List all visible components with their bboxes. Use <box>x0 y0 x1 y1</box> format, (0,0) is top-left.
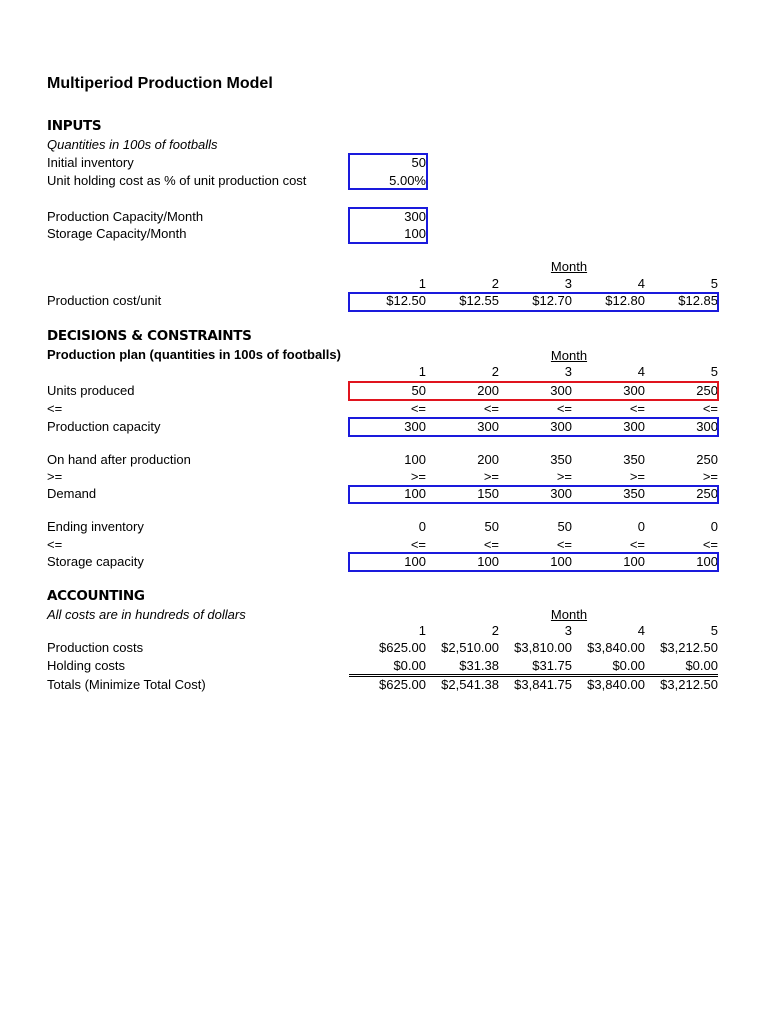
month-2-header: 2 <box>491 364 499 379</box>
constraint-sign: <= <box>629 401 645 416</box>
demand-cell[interactable]: 300 <box>550 486 572 501</box>
month-2-header: 2 <box>491 623 499 638</box>
month-1-header: 1 <box>418 276 426 291</box>
storage-capacity-label: Storage Capacity/Month <box>47 226 187 241</box>
totals-cell[interactable]: $625.00 <box>379 677 426 692</box>
month-header: Month <box>550 348 588 363</box>
constraint-sign: <= <box>483 401 499 416</box>
totals-cell[interactable]: $2,541.38 <box>441 677 499 692</box>
constraint-sign-label: <= <box>47 537 63 552</box>
storage-capacity-row-cell[interactable]: 100 <box>696 554 718 569</box>
units-produced-cell[interactable]: 300 <box>623 383 645 398</box>
units-produced-box <box>348 381 719 401</box>
holding-costs-cell[interactable]: $0.00 <box>393 658 426 673</box>
constraint-sign: >= <box>410 469 426 484</box>
on-hand-cell[interactable]: 350 <box>623 452 645 467</box>
storage-capacity-box <box>348 552 719 572</box>
month-3-header: 3 <box>564 623 572 638</box>
ending-inventory-cell[interactable]: 50 <box>484 519 499 534</box>
production-capacity-row-cell[interactable]: 300 <box>696 419 718 434</box>
production-cost-cell[interactable]: $12.70 <box>532 293 572 308</box>
month-5-header: 5 <box>710 364 718 379</box>
month-5-header: 5 <box>710 623 718 638</box>
demand-cell[interactable]: 100 <box>404 486 426 501</box>
initial-inventory-cell[interactable]: 50 <box>411 155 426 170</box>
page-title: Multiperiod Production Model <box>47 75 273 92</box>
storage-capacity-row-cell[interactable]: 100 <box>404 554 426 569</box>
units-produced-cell[interactable]: 200 <box>477 383 499 398</box>
production-costs-label: Production costs <box>47 640 144 655</box>
units-produced-label: Units produced <box>47 383 135 398</box>
holding-cost-cell[interactable]: 5.00% <box>389 173 426 188</box>
constraint-sign: >= <box>556 469 572 484</box>
production-capacity-row-cell[interactable]: 300 <box>550 419 572 434</box>
month-3-header: 3 <box>564 276 572 291</box>
month-5-header: 5 <box>710 276 718 291</box>
totals-cell[interactable]: $3,841.75 <box>514 677 572 692</box>
demand-box <box>348 485 719 504</box>
holding-costs-label: Holding costs <box>47 658 126 673</box>
constraint-sign: <= <box>702 401 718 416</box>
on-hand-label: On hand after production <box>47 452 191 467</box>
holding-cost-label: Unit holding cost as % of unit production cost <box>47 173 307 188</box>
on-hand-cell[interactable]: 100 <box>404 452 426 467</box>
decisions-heading: DECISIONS & CONSTRAINTS <box>47 328 252 344</box>
production-capacity-cell[interactable]: 300 <box>404 209 426 224</box>
holding-costs-cell[interactable]: $31.75 <box>532 658 572 673</box>
ending-inventory-cell[interactable]: 50 <box>557 519 572 534</box>
demand-label: Demand <box>47 486 97 501</box>
on-hand-cell[interactable]: 200 <box>477 452 499 467</box>
constraint-sign: <= <box>410 401 426 416</box>
production-cost-box <box>348 292 719 312</box>
month-4-header: 4 <box>637 364 645 379</box>
storage-capacity-row-cell[interactable]: 100 <box>623 554 645 569</box>
inputs-box-2 <box>348 207 428 244</box>
constraint-sign: >= <box>483 469 499 484</box>
production-capacity-row-cell[interactable]: 300 <box>477 419 499 434</box>
ending-inventory-cell[interactable]: 0 <box>710 519 718 534</box>
storage-capacity-cell[interactable]: 100 <box>404 226 426 241</box>
month-header: Month <box>550 607 588 622</box>
constraint-sign-label: >= <box>47 469 63 484</box>
units-produced-cell[interactable]: 250 <box>696 383 718 398</box>
month-4-header: 4 <box>637 276 645 291</box>
inputs-box-1 <box>348 153 428 190</box>
production-capacity-row-label: Production capacity <box>47 419 161 434</box>
month-2-header: 2 <box>491 276 499 291</box>
totals-rule-top <box>349 674 718 675</box>
demand-cell[interactable]: 250 <box>696 486 718 501</box>
constraint-sign-label: <= <box>47 401 63 416</box>
demand-cell[interactable]: 150 <box>477 486 499 501</box>
month-1-header: 1 <box>418 623 426 638</box>
production-costs-cell[interactable]: $2,510.00 <box>441 640 499 655</box>
production-capacity-row-cell[interactable]: 300 <box>404 419 426 434</box>
production-capacity-row-cell[interactable]: 300 <box>623 419 645 434</box>
constraint-sign: <= <box>556 537 572 552</box>
totals-cell[interactable]: $3,212.50 <box>660 677 718 692</box>
holding-costs-cell[interactable]: $0.00 <box>612 658 645 673</box>
month-3-header: 3 <box>564 364 572 379</box>
month-1-header: 1 <box>418 364 426 379</box>
on-hand-cell[interactable]: 250 <box>696 452 718 467</box>
accounting-note: All costs are in hundreds of dollars <box>47 607 246 622</box>
decisions-subheading: Production plan (quantities in 100s of footballs) <box>47 347 341 362</box>
production-cost-cell[interactable]: $12.55 <box>459 293 499 308</box>
production-cost-label: Production cost/unit <box>47 293 162 308</box>
storage-capacity-row-cell[interactable]: 100 <box>550 554 572 569</box>
production-capacity-label: Production Capacity/Month <box>47 209 204 224</box>
constraint-sign: <= <box>702 537 718 552</box>
ending-inventory-cell[interactable]: 0 <box>418 519 426 534</box>
month-header: Month <box>550 259 588 274</box>
storage-capacity-row-label: Storage capacity <box>47 554 144 569</box>
on-hand-cell[interactable]: 350 <box>550 452 572 467</box>
holding-costs-cell[interactable]: $0.00 <box>685 658 718 673</box>
accounting-heading: ACCOUNTING <box>47 588 145 604</box>
units-produced-cell[interactable]: 50 <box>411 383 426 398</box>
ending-inventory-cell[interactable]: 0 <box>637 519 645 534</box>
production-capacity-box <box>348 417 719 437</box>
production-cost-cell[interactable]: $12.50 <box>386 293 426 308</box>
production-cost-cell[interactable]: $12.85 <box>678 293 718 308</box>
storage-capacity-row-cell[interactable]: 100 <box>477 554 499 569</box>
constraint-sign: <= <box>483 537 499 552</box>
units-produced-cell[interactable]: 300 <box>550 383 572 398</box>
production-costs-cell[interactable]: $3,810.00 <box>514 640 572 655</box>
initial-inventory-label: Initial inventory <box>47 155 134 170</box>
production-cost-cell[interactable]: $12.80 <box>605 293 645 308</box>
ending-inventory-label: Ending inventory <box>47 519 144 534</box>
demand-cell[interactable]: 350 <box>623 486 645 501</box>
totals-cell[interactable]: $3,840.00 <box>587 677 645 692</box>
holding-costs-cell[interactable]: $31.38 <box>459 658 499 673</box>
production-costs-cell[interactable]: $625.00 <box>379 640 426 655</box>
constraint-sign: <= <box>556 401 572 416</box>
constraint-sign: >= <box>702 469 718 484</box>
inputs-note: Quantities in 100s of footballs <box>47 137 218 152</box>
production-costs-cell[interactable]: $3,212.50 <box>660 640 718 655</box>
production-costs-cell[interactable]: $3,840.00 <box>587 640 645 655</box>
month-4-header: 4 <box>637 623 645 638</box>
inputs-heading: INPUTS <box>47 118 102 134</box>
constraint-sign: >= <box>629 469 645 484</box>
constraint-sign: <= <box>410 537 426 552</box>
constraint-sign: <= <box>629 537 645 552</box>
totals-label: Totals (Minimize Total Cost) <box>47 677 206 692</box>
